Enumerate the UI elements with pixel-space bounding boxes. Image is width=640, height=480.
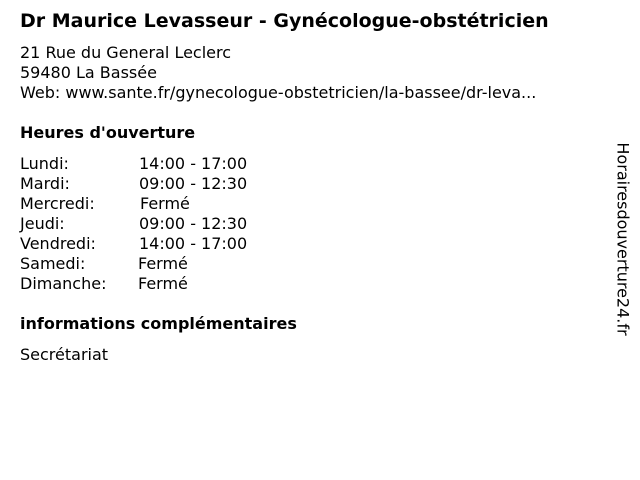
hours-heading: Heures d'ouverture: [20, 123, 196, 142]
hours-value: 09:00 - 12:30: [139, 214, 248, 233]
day-label: Samedi:: [20, 254, 86, 273]
hours-value: 14:00 - 17:00: [139, 154, 248, 173]
hours-value: 14:00 - 17:00: [139, 234, 248, 253]
extra-info-text: Secrétariat: [20, 345, 109, 364]
extra-info-heading: informations complémentaires: [20, 314, 297, 333]
address-block: [20, 43, 536, 103]
hours-value: Fermé: [140, 194, 190, 213]
site-watermark: Horairesdouverture24.fr: [613, 142, 633, 336]
day-label: Mardi:: [20, 174, 70, 193]
city-address: 59480 La Bassée: [20, 63, 157, 82]
hours-value: Fermé: [138, 274, 188, 293]
hours-value: 09:00 - 12:30: [139, 174, 248, 193]
day-label: Dimanche:: [20, 274, 107, 293]
page-title: Dr Maurice Levasseur - Gynécologue-obstétricien: [20, 10, 549, 32]
day-label: Jeudi:: [20, 214, 65, 233]
day-label: Vendredi:: [20, 234, 96, 253]
hours-value: Fermé: [138, 254, 188, 273]
day-label: Lundi:: [20, 154, 69, 173]
website-link[interactable]: Web: www.sante.fr/gynecologue-obstetricien/la-bassee/dr-leva...: [20, 83, 537, 102]
day-label: Mercredi:: [20, 194, 95, 213]
street-address: 21 Rue du General Leclerc: [20, 43, 232, 62]
